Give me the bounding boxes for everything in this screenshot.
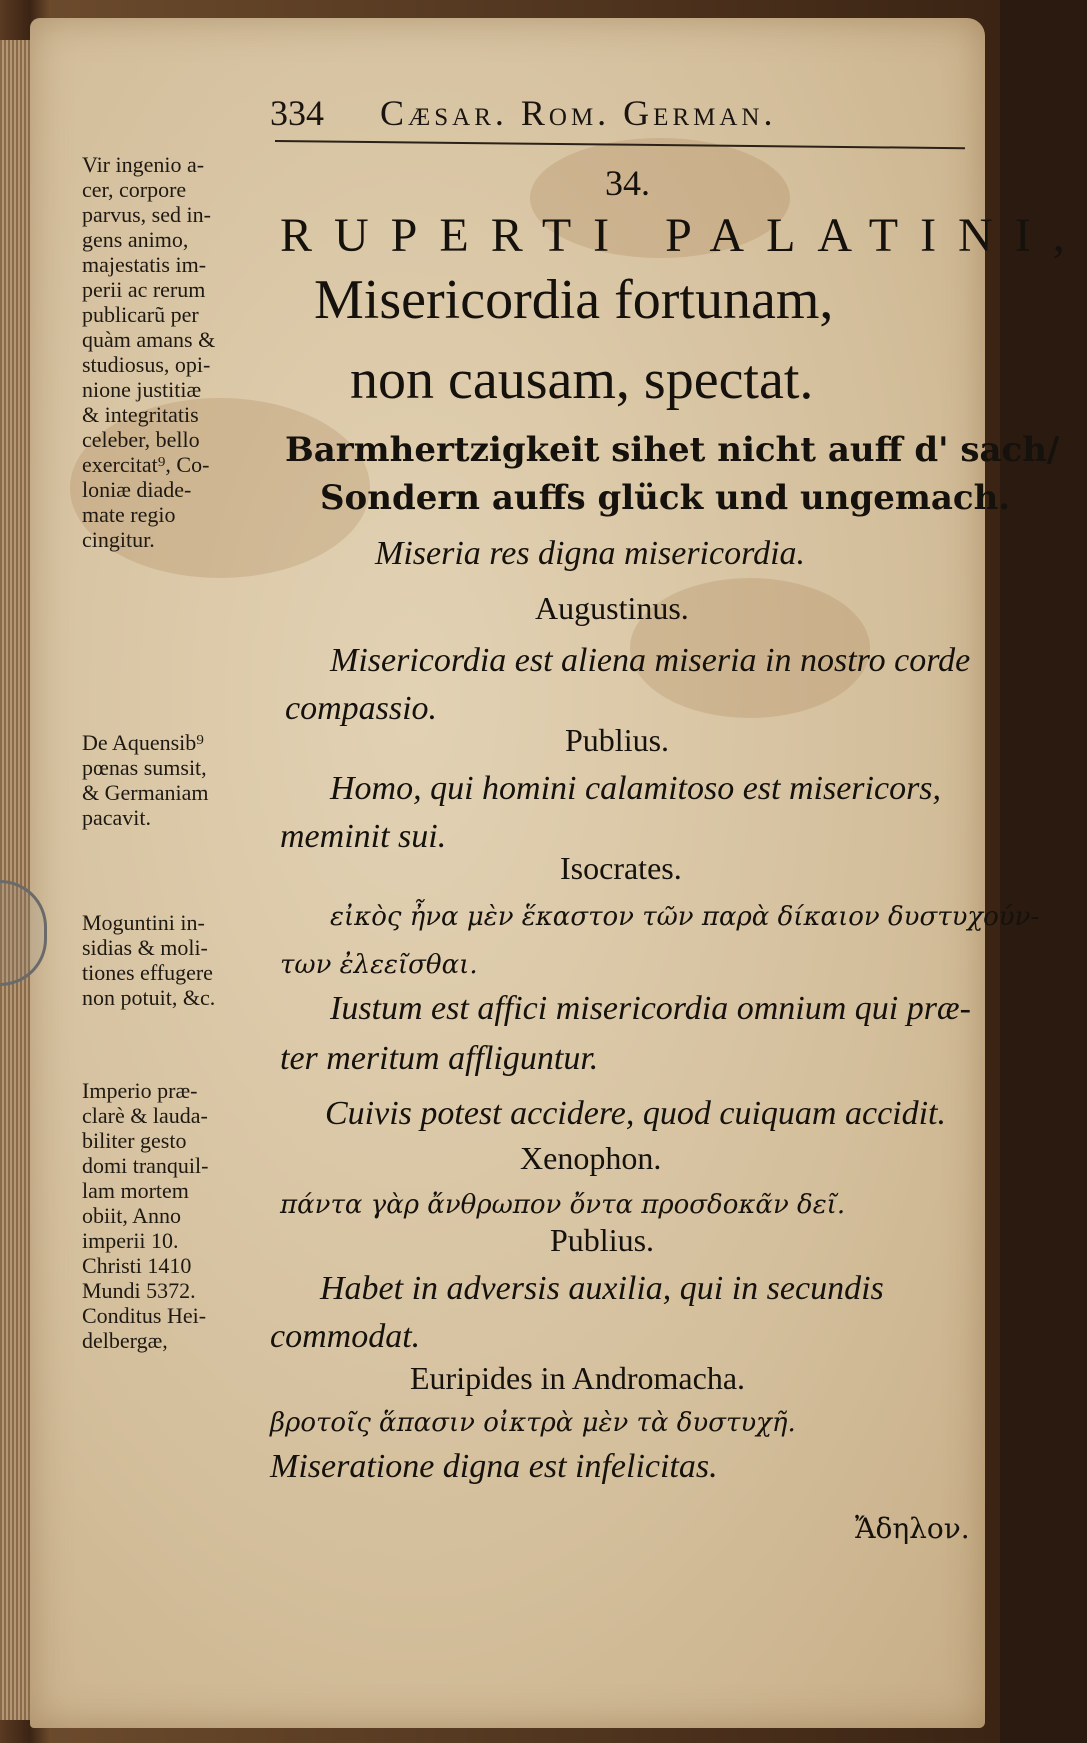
source-attribution: Xenophon. — [520, 1140, 662, 1176]
source-attribution: Publius. — [565, 722, 670, 758]
margin-line: pœnas sumsit, — [82, 755, 207, 780]
margin-line: exercitat⁹, Co- — [82, 452, 210, 477]
quotation-line: Homo, qui homini calamitoso est misericors, — [330, 770, 942, 807]
margin-line: cer, corpore — [82, 177, 187, 202]
margin-note-death — [82, 1078, 287, 1353]
margin-line: Imperio præ- — [82, 1078, 198, 1103]
margin-line: nione justitiæ — [82, 377, 202, 402]
margin-line: lam mortem — [82, 1178, 189, 1203]
margin-note-biography — [82, 152, 287, 552]
margin-line: Mundi 5372. — [82, 1278, 196, 1303]
greek-quotation-line: εἰκὸς ἦνα μὲν ἕκαστον τῶν παρὰ δίκαιον δυστυχούν- — [330, 902, 1040, 932]
motto-line: non causam, spectat. — [350, 349, 814, 411]
margin-line: non potuit, &c. — [82, 985, 216, 1010]
margin-note-aquensibus — [82, 730, 287, 830]
margin-line: delbergæ, — [82, 1328, 168, 1353]
margin-line: mate regio — [82, 502, 176, 527]
margin-line: De Aquensib⁹ — [82, 730, 204, 755]
quotation-line: ter meritum affliguntur. — [280, 1040, 599, 1077]
margin-line: clarè & lauda- — [82, 1103, 208, 1128]
margin-line: imperii 10. — [82, 1228, 179, 1253]
quotation-line: Iustum est affici misericordia omnium qui præ- — [330, 990, 971, 1027]
quotation-line: Habet in adversis auxilia, qui in secundis — [320, 1270, 884, 1307]
entry-title: RUPERTI PALATINI, — [280, 209, 1087, 262]
margin-line: tiones effugere — [82, 960, 213, 985]
margin-line: parvus, sed in- — [82, 202, 211, 227]
page-number: 334 — [270, 93, 324, 133]
entry-number: 34. — [605, 163, 650, 203]
margin-line: quàm amans & — [82, 327, 216, 352]
margin-line: loniæ diade- — [82, 477, 192, 502]
quotation-line: Cuivis potest accidere, quod cuiquam accidit. — [325, 1095, 946, 1132]
margin-line: & Germaniam — [82, 780, 209, 805]
quotation-line: Miseratione digna est infelicitas. — [270, 1448, 718, 1485]
greek-quotation-line: πάντα γὰρ ἄνθρωπον ὄντα προσδοκᾶν δεῖ. — [280, 1190, 846, 1220]
german-verse-line: Sondern auffs glück und ungemach. — [320, 478, 1011, 518]
running-head: Cæsar. Rom. German. — [380, 93, 777, 133]
quotation-line: compassio. — [285, 690, 438, 727]
margin-line: gens animo, — [82, 227, 189, 252]
source-attribution: Euripides in Andromacha. — [410, 1360, 746, 1396]
margin-line: domi tranquil- — [82, 1153, 209, 1178]
margin-line: Vir ingenio a- — [82, 152, 205, 177]
margin-line: perii ac rerum — [82, 277, 206, 302]
margin-line: cingitur. — [82, 527, 155, 552]
margin-line: biliter gesto — [82, 1128, 187, 1153]
quotation-line: Misericordia est aliena miseria in nostro corde — [330, 642, 971, 679]
margin-line: Moguntini in- — [82, 910, 205, 935]
margin-line: & integritatis — [82, 402, 199, 427]
margin-line: majestatis im- — [82, 252, 207, 277]
margin-note-moguntini — [82, 910, 287, 1010]
motto-line: Misericordia fortunam, — [314, 269, 834, 331]
greek-quotation-line: βροτοῖς ἅπασιν οἰκτρὰ μὲν τὰ δυστυχῆ. — [270, 1408, 796, 1438]
german-verse-line: Barmhertzigkeit sihet nicht auff d' sach/ — [285, 430, 1060, 470]
margin-line: studiosus, opi- — [82, 352, 211, 377]
margin-line: publicarũ per — [82, 302, 199, 327]
source-attribution: Augustinus. — [535, 590, 689, 626]
margin-line: celeber, bello — [82, 427, 200, 452]
quotation-line: meminit sui. — [280, 818, 447, 855]
margin-line: Christi 1410 — [82, 1253, 192, 1278]
catchword: Ἄδηλον. — [855, 1512, 970, 1545]
greek-quotation-line: των ἐλεεῖσθαι. — [280, 950, 478, 980]
source-attribution: Isocrates. — [560, 850, 682, 886]
margin-line: Conditus Hei- — [82, 1303, 207, 1328]
quotation-line: Miseria res digna misericordia. — [375, 535, 806, 572]
page-header — [270, 92, 950, 136]
margin-line: obiit, Anno — [82, 1203, 182, 1228]
source-attribution: Publius. — [550, 1222, 655, 1258]
margin-line: sidias & moli- — [82, 935, 208, 960]
margin-line: pacavit. — [82, 805, 152, 830]
quotation-line: commodat. — [270, 1318, 421, 1355]
